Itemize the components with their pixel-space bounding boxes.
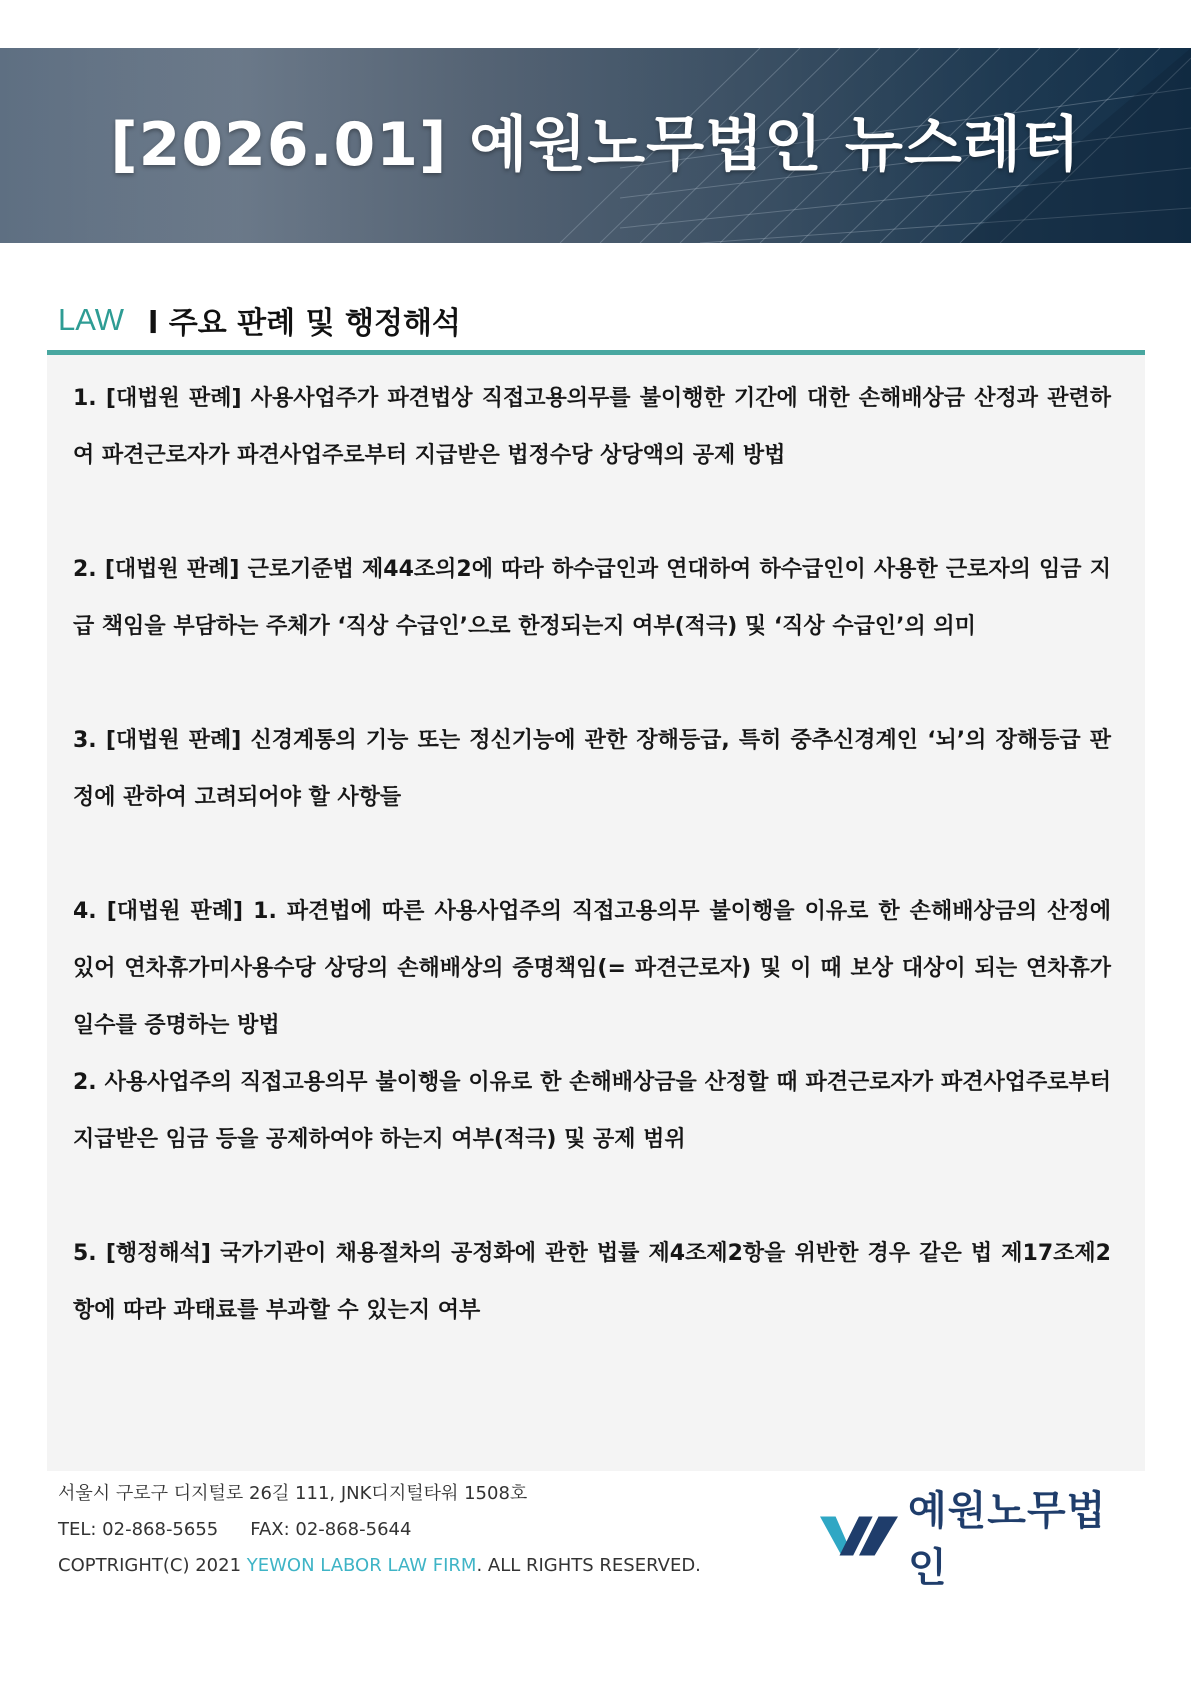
firm-logo — [820, 1488, 1140, 1591]
list-item: 3. [대법원 판례] 신경계통의 기능 또는 정신기능에 관한 장해등급, 특히 중추신경계인 ‘뇌’의 장해등급 판정에 관하여 고려되어야 할 사항들 — [73, 728, 1111, 810]
footer-fax: FAX: 02-868-5644 — [250, 1519, 412, 1540]
footer — [58, 1476, 701, 1584]
section-title: l 주요 판례 및 행정해석 — [148, 306, 461, 341]
list-item: 2. [대법원 판례] 근로기준법 제44조의2에 따라 하수급인과 연대하여 하수급인이 사용한 근로자의 임금 지급 책임을 부담하는 주체가 ‘직상 수급인’으로 한정되는지 여부(적극) 및 ‘직상 수급인’의 의미 — [73, 557, 1111, 639]
list-item: 5. [행정해석] 국가기관이 채용절차의 공정화에 관한 법률 제4조제2항을 위반한 경우 같은 법 제17조제2항에 따라 과태료를 부과할 수 있는지 여부 — [73, 1241, 1111, 1323]
list-item: 2. 사용사업주의 직접고용의무 불이행을 이유로 한 손해배상금을 산정할 때 파견근로자가 파견사업주로부터 지급받은 임금 등을 공제하여야 하는지 여부(적극) 및 공제 범위 — [73, 1070, 1111, 1152]
footer-copyright — [58, 1548, 701, 1584]
header-banner — [0, 48, 1191, 243]
footer-address: 서울시 구로구 디지털로 26길 111, JNK디지털타워 1508호 — [58, 1483, 528, 1504]
footer-tel: TEL: 02-868-5655 — [58, 1519, 219, 1540]
copyright-firm: YEWON LABOR LAW FIRM — [246, 1555, 477, 1576]
section-heading — [58, 297, 461, 343]
logo-mark-icon — [820, 1514, 898, 1558]
list-item: 4. [대법원 판례] 1. 파견법에 따른 사용사업주의 직접고용의무 불이행을 이유로 한 손해배상금의 산정에 있어 연차휴가미사용수당 상당의 손해배상의 증명책임(= 파견근로자) 및 이 때 보상 대상이 되는 연차휴가일수를 증명하는 방법 — [73, 899, 1111, 1038]
list-item: 1. [대법원 판례] 사용사업주가 파견법상 직접고용의무를 불이행한 기간에 대한 손해배상금 산정과 관련하여 파견근로자가 파견사업주로부터 지급받은 법정수당 상당액의 공제 방법 — [73, 386, 1111, 468]
section-tag: LAW — [58, 302, 125, 337]
logo-text: 예원노무법인 — [908, 1488, 1107, 1591]
footer-contact — [58, 1512, 701, 1548]
copyright-suffix: . ALL RIGHTS RESERVED. — [476, 1555, 701, 1576]
copyright-prefix: COPTRIGHT(C) 2021 — [58, 1555, 247, 1576]
newsletter-title: [2026.01] 예원노무법인 뉴스레터 — [110, 110, 1081, 180]
case-list — [73, 370, 1111, 1339]
